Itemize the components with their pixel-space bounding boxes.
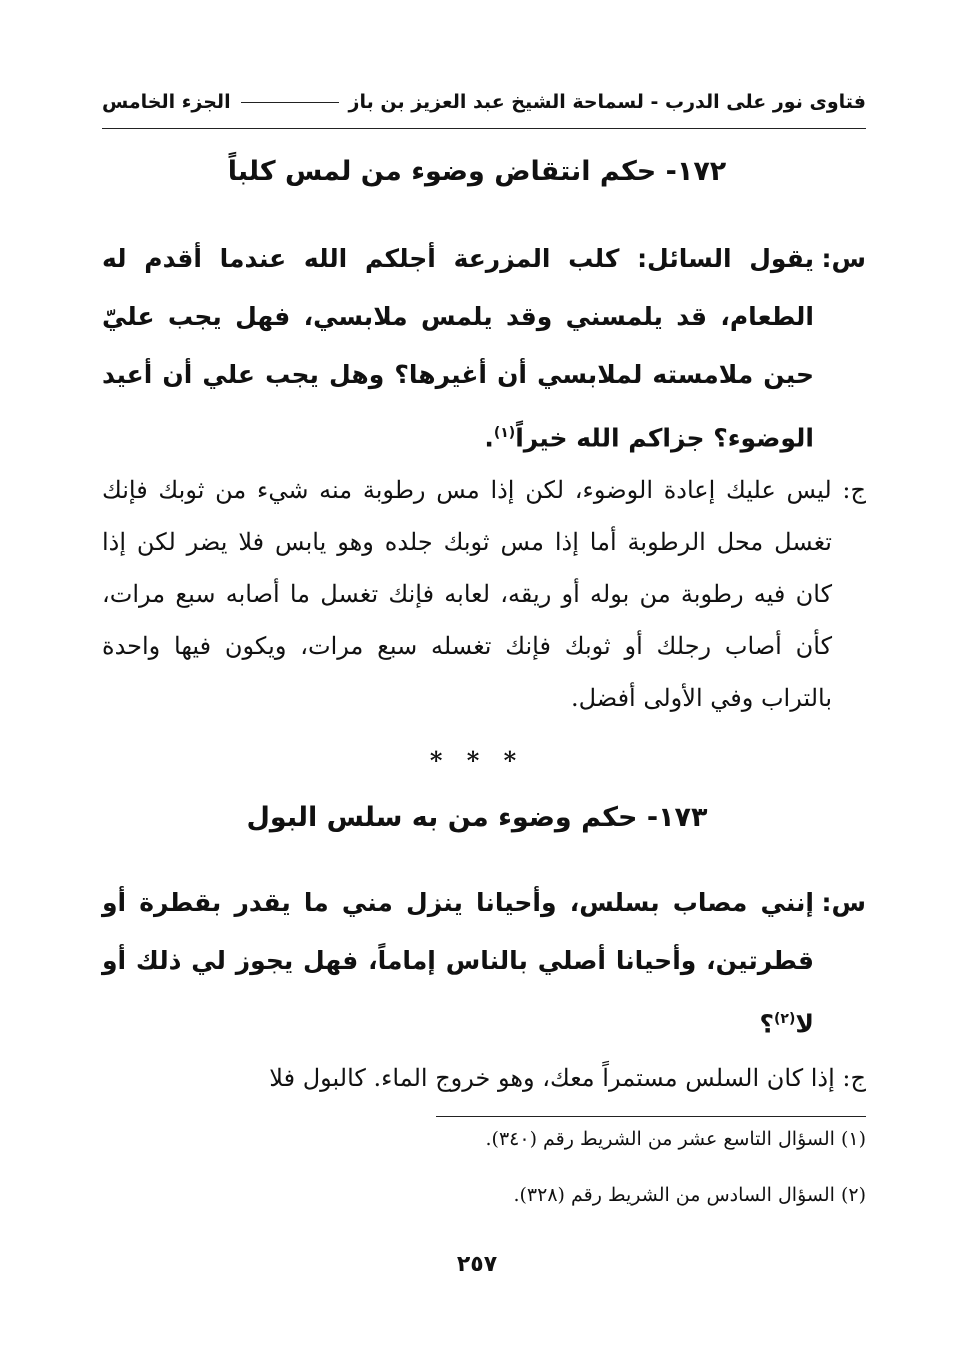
answer-172: ج: ليس عليك إعادة الوضوء، لكن إذا مس رطوبة منه شيء من ثوبك فإنك تغسل محل الرطوبة أما إذا مس ثوبك جلده وهو يابس فلا يضر لكن إذا كان فيه رطوبة من بوله أو ريقه، لعابه فإنك تغسل ما أصابه سبع مرات، كأن أصاب رجلك أو ثوبك فإنك تغسله سبع مرات، ويكون فيها واحدة بالتراب وفي الأولى أفضل. <box>102 476 866 712</box>
question-label: س: <box>821 244 866 273</box>
footnote-ref: (١) <box>493 425 516 441</box>
section-title-173: ١٧٣- حكم وضوء من به سلس البول <box>246 802 708 833</box>
footnote-rule <box>436 1116 866 1117</box>
section-title-172: ١٧٢- حكم انتقاض وضوء من لمس كلباً <box>227 156 727 187</box>
question-173 <box>102 874 866 1053</box>
section-separator: * * * <box>429 746 525 775</box>
page-number: ٢٥٧ <box>456 1252 498 1277</box>
question-end: ؟ <box>759 1009 775 1039</box>
question-label: س: <box>821 888 866 917</box>
header-part: الجزء الخامس <box>102 91 231 113</box>
running-header <box>102 82 866 129</box>
question-text: يقول السائل: كلب المزرعة أجلكم الله عندما أقدم له الطعام، قد يلمسني وقد يلمس ملابسي، فهل يجب عليّ حين ملامسته لملابسي أن أغيرها؟ وهل يجب علي أن أعيد الوضوء؟ جزاكم الله خيراً <box>102 244 814 453</box>
header-rule <box>241 102 339 103</box>
answer-173: ج: إذا كان السلس مستمراً معك، وهو خروج الماء. كالبول فلا <box>269 1064 866 1092</box>
footnote-2: (٢) السؤال السادس من الشريط رقم (٣٢٨). <box>513 1184 866 1206</box>
question-text: إنني مصاب بسلس، وأحيانا ينزل مني ما يقدر بقطرة أو قطرتين، وأحيانا أصلي بالناس إماماً، فهل يجوز لي ذلك أو لا <box>102 888 814 1039</box>
question-172 <box>102 230 866 467</box>
footnote-ref: (٢) <box>774 1011 796 1027</box>
question-end: . <box>484 423 494 453</box>
footnote-1: (١) السؤال التاسع عشر من الشريط رقم (٣٤٠). <box>485 1128 866 1150</box>
header-book-title: فتاوى نور على الدرب - لسماحة الشيخ عبد العزيز بن باز <box>348 91 866 113</box>
